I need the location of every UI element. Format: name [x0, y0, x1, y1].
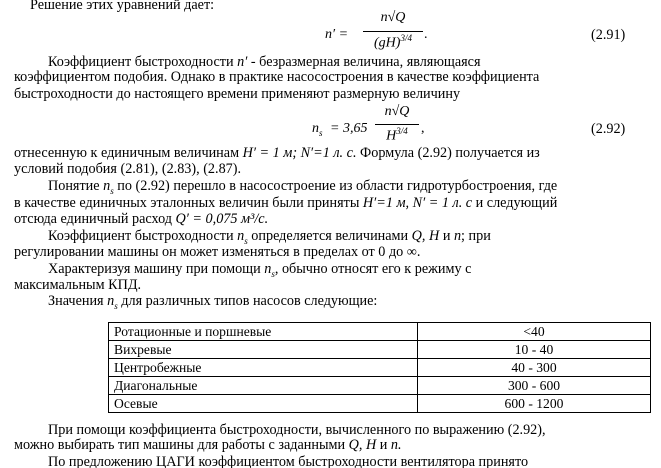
text-line: Коэффициент быстроходности $n_s$ определяется величинами Q, H и n; при — [48, 228, 491, 246]
pump-type-cell: Ротационные и поршневые — [109, 323, 418, 341]
text-line: По предложению ЦАГИ коэффициентом быстроходности вентилятора принято — [48, 454, 529, 468]
eq-denominator: $H^{3/4}$ — [386, 126, 408, 144]
text-line: отсюда единичный расход Q′ = 0,075 м³/с. — [14, 211, 269, 227]
ns-value-cell: 600 - 1200 — [418, 395, 651, 413]
text-line: отнесенную к единичным величинам H′ = 1 м; N′=1 л. с. Формула (2.92) получается из — [14, 145, 540, 161]
text-line: Понятие $n_s$ по (2.92) перешло в насосостроение из области гидротурбостроения, где — [48, 178, 558, 196]
text-line: максимальным КПД. — [14, 277, 142, 293]
pump-type-cell: Осевые — [109, 395, 418, 413]
ns-value-cell: 10 - 40 — [418, 341, 651, 359]
table-row — [109, 377, 651, 395]
pump-type-cell: Центробежные — [109, 359, 418, 377]
text-line: Решение этих уравнений дает: — [30, 0, 215, 13]
fraction-bar — [363, 31, 423, 32]
text-line: При помощи коэффициента быстроходности, вычисленного по выражению (2.92), — [48, 422, 546, 438]
table-row — [109, 359, 651, 377]
eq-comma: , — [421, 121, 425, 136]
eq-coefficient: = 3,65 — [330, 121, 368, 136]
ns-values-table — [108, 322, 651, 413]
fraction-bar — [375, 124, 419, 125]
eq-numerator: n√Q — [384, 104, 410, 119]
eq-dot: . — [424, 27, 428, 42]
table-row — [109, 395, 651, 413]
text-line: Характеризуя машину при помощи $n_s$, обычно относят его к режиму с — [48, 261, 472, 279]
text-line: Значения $n_s$ для различных типов насосов следующие: — [48, 293, 378, 311]
equation-number: (2.92) — [591, 121, 626, 137]
ns-value-cell: <40 — [418, 323, 651, 341]
text-line: регулировании машины он может изменяться в пределах от 0 до ∞. — [14, 244, 421, 260]
pump-type-cell: Диагональные — [109, 377, 418, 395]
text-line: Коэффициент быстроходности n′ - безразмерная величина, являющаяся — [48, 54, 481, 70]
text-line: можно выбирать тип машины для работы с заданными Q, H и n. — [14, 437, 402, 453]
eq-lhs: n′ = — [325, 27, 349, 42]
ns-value-cell: 300 - 600 — [418, 377, 651, 395]
eq-lhs: $n_s$ — [312, 121, 323, 138]
text-line: коэффициентом подобия. Однако в практике насосостроения в качестве коэффициента — [14, 69, 540, 85]
text-line: в качестве единичных эталонных величин были приняты H′=1 м, N′ = 1 л. с и следующий — [14, 195, 558, 211]
pump-type-cell: Вихревые — [109, 341, 418, 359]
text-line: быстроходности до настоящего времени применяют размерную величину — [14, 86, 461, 102]
table-row — [109, 323, 651, 341]
eq-numerator: n√Q — [380, 10, 406, 25]
ns-value-cell: 40 - 300 — [418, 359, 651, 377]
text-line: условий подобия (2.81), (2.83), (2.87). — [14, 161, 242, 177]
eq-denominator: (gH)$^{3/4}$ — [374, 33, 412, 51]
equation-number: (2.91) — [591, 27, 626, 43]
table-row — [109, 341, 651, 359]
